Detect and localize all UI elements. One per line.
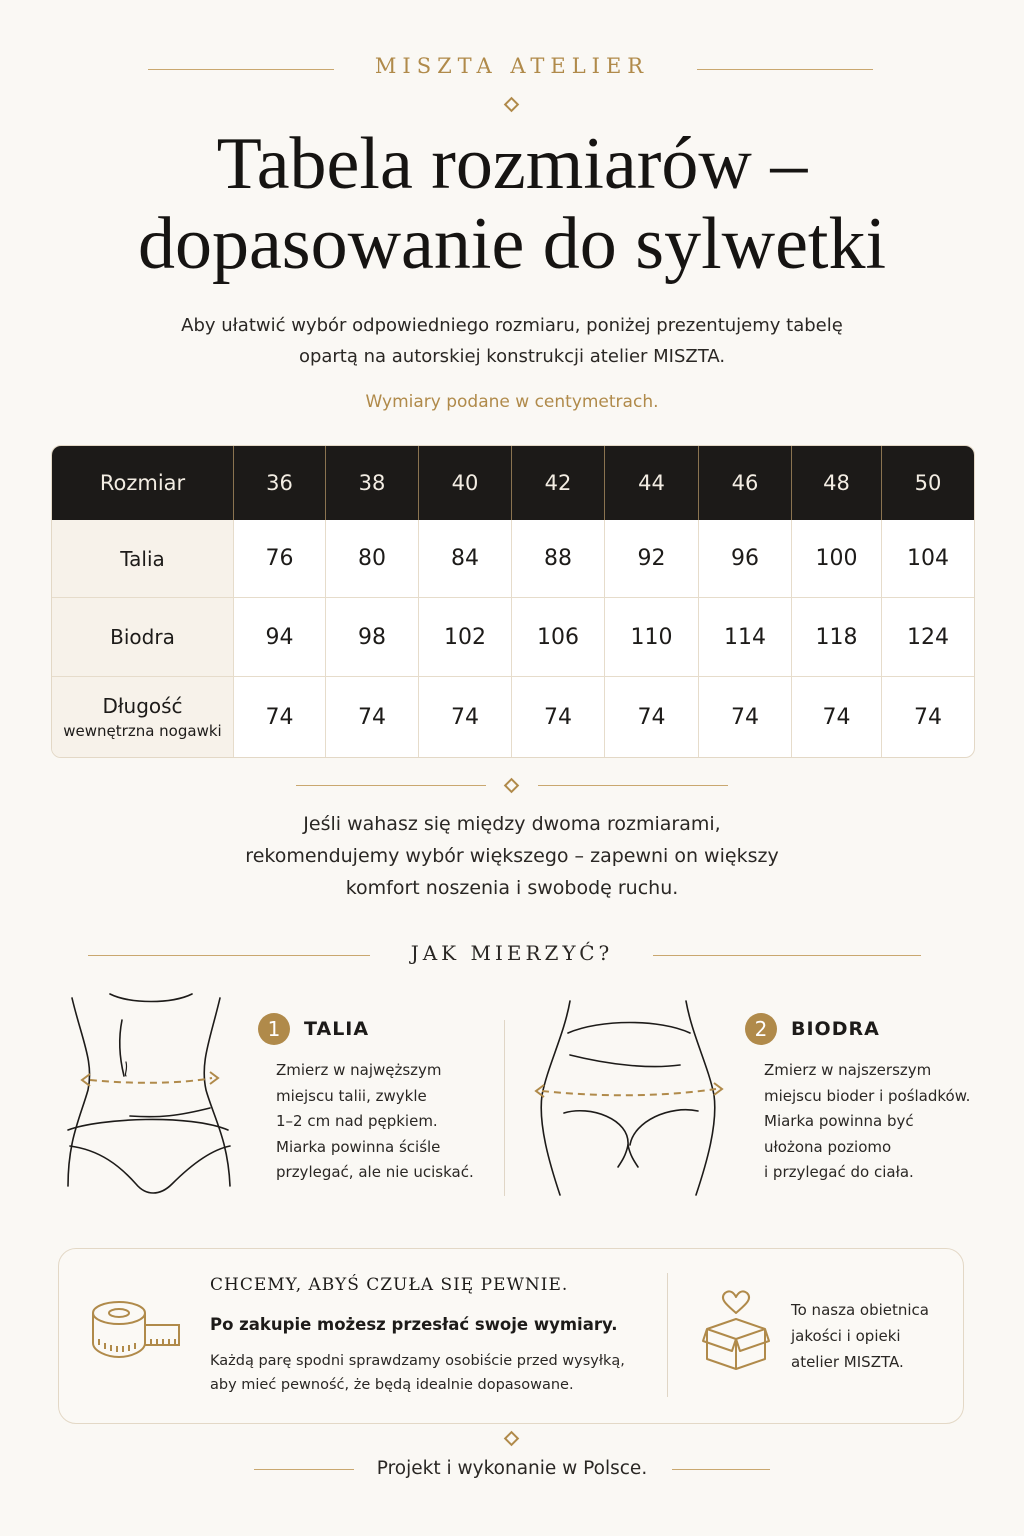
step-2-text: Zmierz w najszerszym miejscu bioder i pośladków. Miarka powinna być ułożona poziomo i przylegać do ciała. (764, 1061, 971, 1181)
header-label: Rozmiar (52, 446, 234, 520)
promise-side-line-3: atelier MISZTA. (791, 1353, 904, 1371)
howto-line-right (653, 955, 921, 956)
table-cell: 98 (326, 598, 419, 677)
table-cell: 74 (914, 704, 942, 730)
promise-box (58, 1248, 964, 1424)
row-label-sub: wewnętrzna nogawki (63, 722, 222, 740)
promise-heading: CHCEMY, ABYŚ CZUŁA SIĘ PEWNIE. (210, 1275, 569, 1295)
table-cell: 118 (792, 598, 882, 677)
diamond-ornament-icon (504, 97, 520, 113)
promise-text-line-1: Każdą parę spodni sprawdzamy osobiście przed wysyłką, (210, 1353, 625, 1369)
table-cell: 124 (882, 598, 974, 677)
table-row-biodra (52, 598, 974, 677)
intro-line-1: Aby ułatwić wybór odpowiedniego rozmiaru, poniżej prezentujemy tabelę (181, 315, 843, 336)
intro-text (112, 310, 912, 372)
table-cell: 74 (512, 677, 605, 757)
row-label: Talia (52, 520, 234, 598)
brand-line-right (697, 69, 873, 70)
table-header-row (52, 446, 974, 520)
step-2-title: BIODRA (791, 1018, 880, 1040)
row-label (52, 677, 234, 757)
footer-line-right (672, 1469, 770, 1470)
promise-side-text (791, 1297, 961, 1375)
table-row-dlugosc (52, 677, 974, 757)
step-2-number: 2 (745, 1013, 777, 1045)
promise-text (210, 1349, 670, 1397)
table-row-talia (52, 520, 974, 598)
table-cell: 74 (605, 677, 699, 757)
table-cell: 114 (699, 598, 792, 677)
table-cell: 76 (234, 520, 326, 598)
title-line-2: dopasowanie do sylwetki (137, 203, 887, 285)
diamond-ornament-icon (504, 1431, 520, 1447)
table-cell: 100 (792, 520, 882, 598)
table-cell: 88 (512, 520, 605, 598)
table-cell: 96 (699, 520, 792, 598)
size-header: 46 (699, 446, 792, 520)
promise-text-line-2: aby mieć pewność, że będą idealnie dopasowane. (210, 1377, 574, 1393)
table-cell: 74 (792, 677, 882, 757)
size-header: 38 (326, 446, 419, 520)
size-header: 36 (234, 446, 326, 520)
diamond-ornament-icon (504, 778, 520, 794)
gift-box-heart-icon (701, 1289, 771, 1373)
divider-right (538, 785, 728, 786)
size-header: 48 (792, 446, 882, 520)
page-title (0, 124, 1024, 284)
hips-figure-illustration (530, 995, 730, 1200)
size-table (51, 445, 975, 758)
table-cell: 94 (234, 598, 326, 677)
size-header: 40 (419, 446, 512, 520)
title-line-1: Tabela rozmiarów – (216, 123, 808, 205)
promise-side-line-1: To nasza obietnica (791, 1301, 929, 1319)
size-advice (112, 808, 912, 904)
step-1-number: 1 (258, 1013, 290, 1045)
table-cell: 106 (512, 598, 605, 677)
size-header: 44 (605, 446, 699, 520)
promise-bold: Po zakupie możesz przesłać swoje wymiary. (210, 1315, 618, 1334)
row-label: Biodra (52, 598, 234, 677)
brand-name: MISZTA ATELIER (374, 54, 650, 78)
step-1-title: TALIA (304, 1018, 370, 1040)
table-cell: 74 (326, 677, 419, 757)
table-cell: 92 (605, 520, 699, 598)
step-1-text: Zmierz w najwęższym miejscu talii, zwykle 1–2 cm nad pępkiem. Miarka powinna ściśle przylegać, ale nie uciskać. (276, 1061, 474, 1181)
row-label-main: Długość (102, 694, 183, 718)
promise-side-line-2: jakości i opieki (791, 1327, 901, 1345)
table-cell: 84 (419, 520, 512, 598)
intro-line-2: opartą na autorskiej konstrukcji atelier MISZTA. (298, 346, 726, 367)
table-cell: 74 (419, 677, 512, 757)
size-header: 42 (512, 446, 605, 520)
advice-line-3: komfort noszenia i swobodę ruchu. (345, 877, 679, 899)
table-cell: 80 (326, 520, 419, 598)
table-cell: 102 (419, 598, 512, 677)
steps-divider (504, 1020, 505, 1196)
divider-left (296, 785, 486, 786)
advice-line-1: Jeśli wahasz się między dwoma rozmiarami, (303, 813, 721, 835)
table-cell: 104 (882, 520, 974, 598)
table-cell: 74 (234, 677, 326, 757)
units-note: Wymiary podane w centymetrach. (365, 392, 659, 412)
measuring-tape-icon (89, 1299, 185, 1367)
table-cell: 110 (605, 598, 699, 677)
size-header: 50 (914, 471, 942, 495)
table-cell: 74 (699, 677, 792, 757)
promise-divider (667, 1273, 668, 1397)
how-to-heading: JAK MIERZYĆ? (410, 941, 614, 965)
advice-line-2: rekomendujemy wybór większego – zapewni on większy (245, 845, 779, 867)
footer-text: Projekt i wykonanie w Polsce. (376, 1458, 648, 1479)
waist-figure-illustration (60, 990, 250, 1200)
